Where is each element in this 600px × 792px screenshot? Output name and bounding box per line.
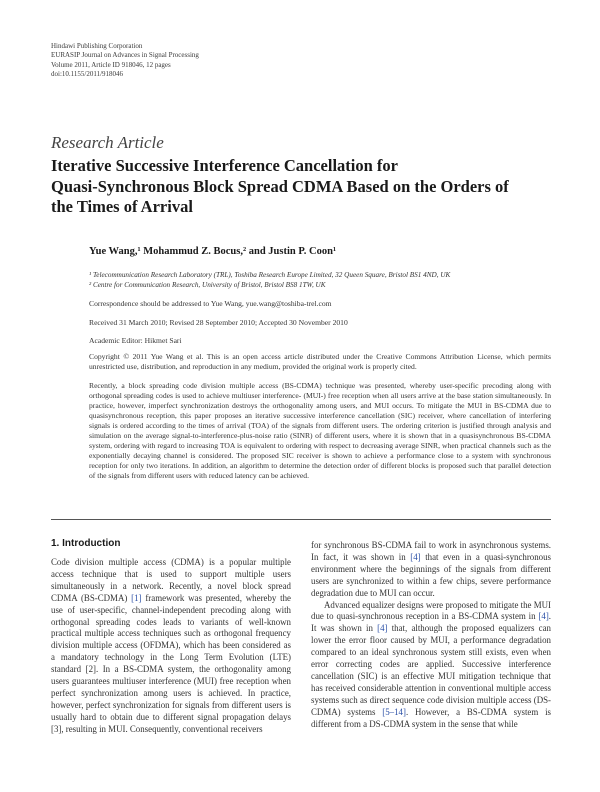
body-text: framework was presented, whereby the use of user-specific, channel-independent precoding along with orthogonal spreading codes leads to variants of well-known practical multiple access techniques such as orthogonal frequency division multiple access (OFDMA), which has been considered as a mandatory technology in the Long Term Evolution (LTE) standard [2]. In a BS-CDMA system, the orthogonality among users guarantees multiuser interference (MUI) free reception when perfect synchronization among users is achieved. In practice, however, perfect synchronization for signals from different users is usually hard to obtain due to different signal propagation delays [3], resulting in MUI. Consequently, conventional receivers <box>51 592 292 734</box>
copyright-notice: Copyright © 2011 Yue Wang et al. This is an open access article distributed under the Creative Commons Attribution License, which permits unrestricted use, distribution, and reproduction in any medium, provided the original work is properly cited. <box>89 352 551 371</box>
author-list: Yue Wang,¹ Mohammud Z. Bocus,² and Justin P. Coon¹ <box>89 246 337 257</box>
body-text: . However, a BS-CDMA system is different from a DS-CDMA system in the sense that while <box>311 706 551 729</box>
body-text: Advanced equalizer designs were proposed to mitigate the MUI due to quasi-synchronous reception in a BS-CDMA system in <box>311 599 551 622</box>
affiliation-2: ² Centre for Communication Research, University of Bristol, Bristol BS8 1TW, UK <box>89 281 326 289</box>
academic-editor: Academic Editor: Hikmet Sari <box>89 336 182 345</box>
correspondence: Correspondence should be addressed to Yue Wang, yue.wang@toshiba-trel.com <box>89 299 332 308</box>
title-line: the Times of Arrival <box>51 197 193 216</box>
affiliation-1: ¹ Telecommunication Research Laboratory (TRL), Toshiba Research Europe Limited, 32 Queen Square, Bristol BS1 4ND, UK <box>89 271 451 279</box>
article-type: Research Article <box>51 133 164 152</box>
journal-header <box>51 42 199 79</box>
body-text: . It was shown in <box>311 611 551 634</box>
intro-left-column <box>51 557 291 736</box>
citation-link[interactable]: [4] <box>538 611 549 622</box>
header-line-journal: EURASIP Journal on Advances in Signal Processing <box>51 51 199 60</box>
abstract: Recently, a block spreading code division multiple access (BS-CDMA) technique was presented, whereby user-specific precoding along with orthogonal spreading codes is used to achieve multiuser interference- (MUI-) free reception when all users arrive at the base station simultaneously. In practice, however, imperfect synchronization destroys the orthogonality among users, and MUI occurs. To mitigate the MUI in BS-CDMA due to quasisynchronous reception, this paper proposes an iterative successive interference cancellation (SIC) receiver, where cancellation of interfering signals is ordered according to the times of arrival (TOA) of the signals from different users. The ordering criterion is justified through analysis and simulation on the average signal-to-interference-plus-noise ratio (SINR) of different users, where it is shown that in a quasisynchronous BS-CDMA system, ordering with regard to increasing TOA is equivalent to ordering with respect to decreasing average SINR, when practical channels such as the exponentially decaying channel is considered. The proposed SIC receiver is shown to achieve a performance close to a system with synchronous reception for only two iterations. In addition, an algorithm to determine the detection order of different blocks is proposed such that parallel detection of the signals from different users with reduced latency can be achieved. <box>89 381 551 480</box>
body-text: that even in a quasi-synchronous environment where the beginnings of the signals from different users are synchronized to within a few chips, severe performance degradation due to MUI can occur. <box>311 551 551 598</box>
submission-dates: Received 31 March 2010; Revised 28 September 2010; Accepted 30 November 2010 <box>89 318 348 327</box>
section-divider <box>51 519 551 520</box>
citation-link[interactable]: [4] <box>410 551 421 562</box>
citation-link[interactable]: [5–14] <box>382 706 406 717</box>
section-heading: 1. Introduction <box>51 538 121 549</box>
citation-link[interactable]: [4] <box>377 623 388 634</box>
paper-title <box>51 156 551 218</box>
header-line-doi: doi:10.1155/2011/918046 <box>51 69 124 78</box>
header-line-publisher: Hindawi Publishing Corporation <box>51 42 143 50</box>
body-text: that, although the proposed equalizers can lower the error floor caused by MUI, a performance degradation compared to an ideal synchronous system still exists, even when error correcting codes are applied. Successive interference cancellation (SIC) is an effective MUI mitigation technique that has received considerable attention in conventional multiple access systems such as direct sequence code division multiple access (DS-CDMA) systems <box>311 623 551 717</box>
title-line: Quasi-Synchronous Block Spread CDMA Based on the Orders of <box>51 176 509 196</box>
intro-right-column <box>311 540 551 731</box>
title-line: Iterative Successive Interference Cancellation for <box>51 156 398 175</box>
citation-link[interactable]: [1] <box>131 592 142 603</box>
body-text: for synchronous BS-CDMA fail to work in asynchronous systems. In fact, it was shown in <box>311 540 551 562</box>
body-text: Code division multiple access (CDMA) is a popular multiple access technique that is used to support multiple users simultaneously in a network. Recently, a novel block spread CDMA (BS-CDMA) <box>51 557 291 603</box>
header-line-volume: Volume 2011, Article ID 918046, 12 pages <box>51 60 171 69</box>
